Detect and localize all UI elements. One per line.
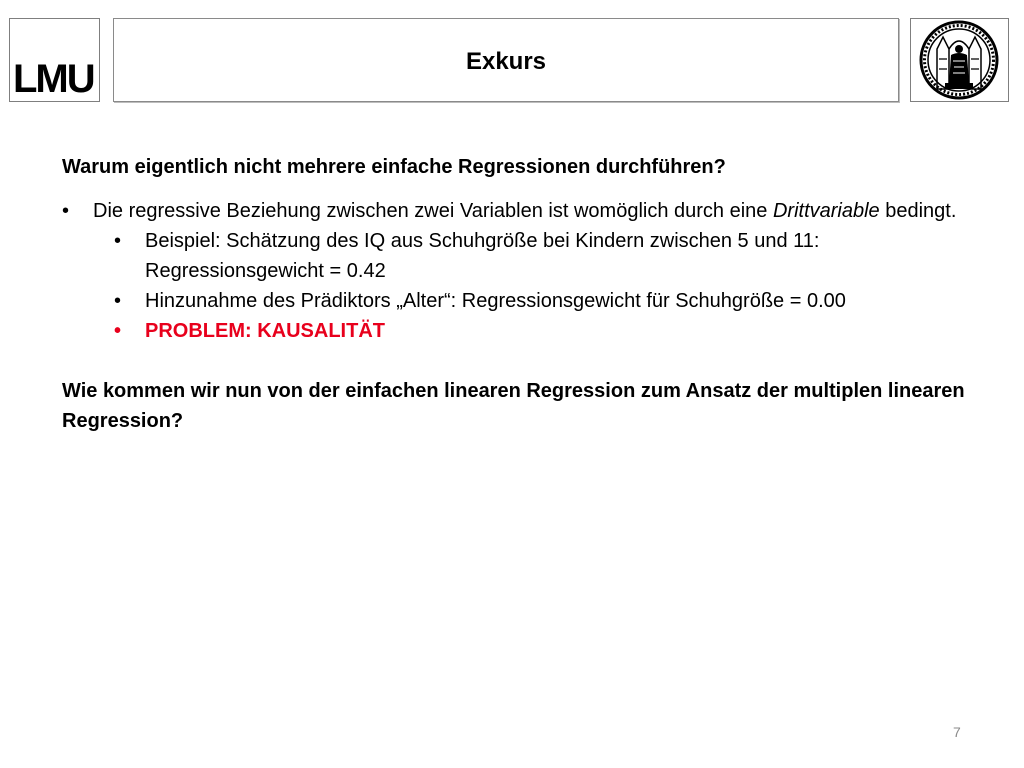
bullet-dot: • — [114, 320, 122, 342]
university-seal-icon — [911, 19, 1008, 101]
slide-content — [62, 152, 992, 450]
closing-question: Wie kommen wir nun von der einfachen linearen Regression zum Ansatz der multiplen linearen Regression? — [62, 380, 965, 432]
bullet-dot: • — [114, 230, 122, 252]
bullet-text-italic: Drittvariable — [772, 200, 880, 222]
spacer — [62, 346, 992, 376]
sub-bullet-line: Regressionsgewicht = 0.42 — [145, 260, 386, 282]
sub-bullet-line: Hinzunahme des Prädiktors „Alter“: Regressionsgewicht für Schuhgröße = 0.00 — [145, 290, 846, 312]
bullet-item — [62, 196, 992, 226]
seal-box — [910, 18, 1009, 102]
sub-bullet-item — [62, 286, 992, 316]
content-heading: Warum eigentlich nicht mehrere einfache Regressionen durchführen? — [62, 156, 726, 178]
lmu-logo — [9, 18, 100, 102]
bullet-text-before: Die regressive Beziehung zwischen zwei Variablen ist womöglich durch eine — [93, 200, 773, 222]
page-number: 7 — [953, 724, 961, 740]
bullet-dot: • — [62, 200, 70, 222]
bullet-dot: • — [114, 290, 122, 312]
sub-bullet-item — [62, 226, 992, 286]
logo-text: LMU — [13, 57, 94, 101]
bullet-text-after: bedingt. — [879, 200, 957, 222]
slide-title: Exkurs — [465, 48, 547, 75]
sub-bullet-line: Beispiel: Schätzung des IQ aus Schuhgröße bei Kindern zwischen 5 und 11: — [145, 230, 820, 252]
problem-text: PROBLEM: KAUSALITÄT — [145, 320, 385, 342]
problem-bullet-item — [62, 316, 992, 346]
